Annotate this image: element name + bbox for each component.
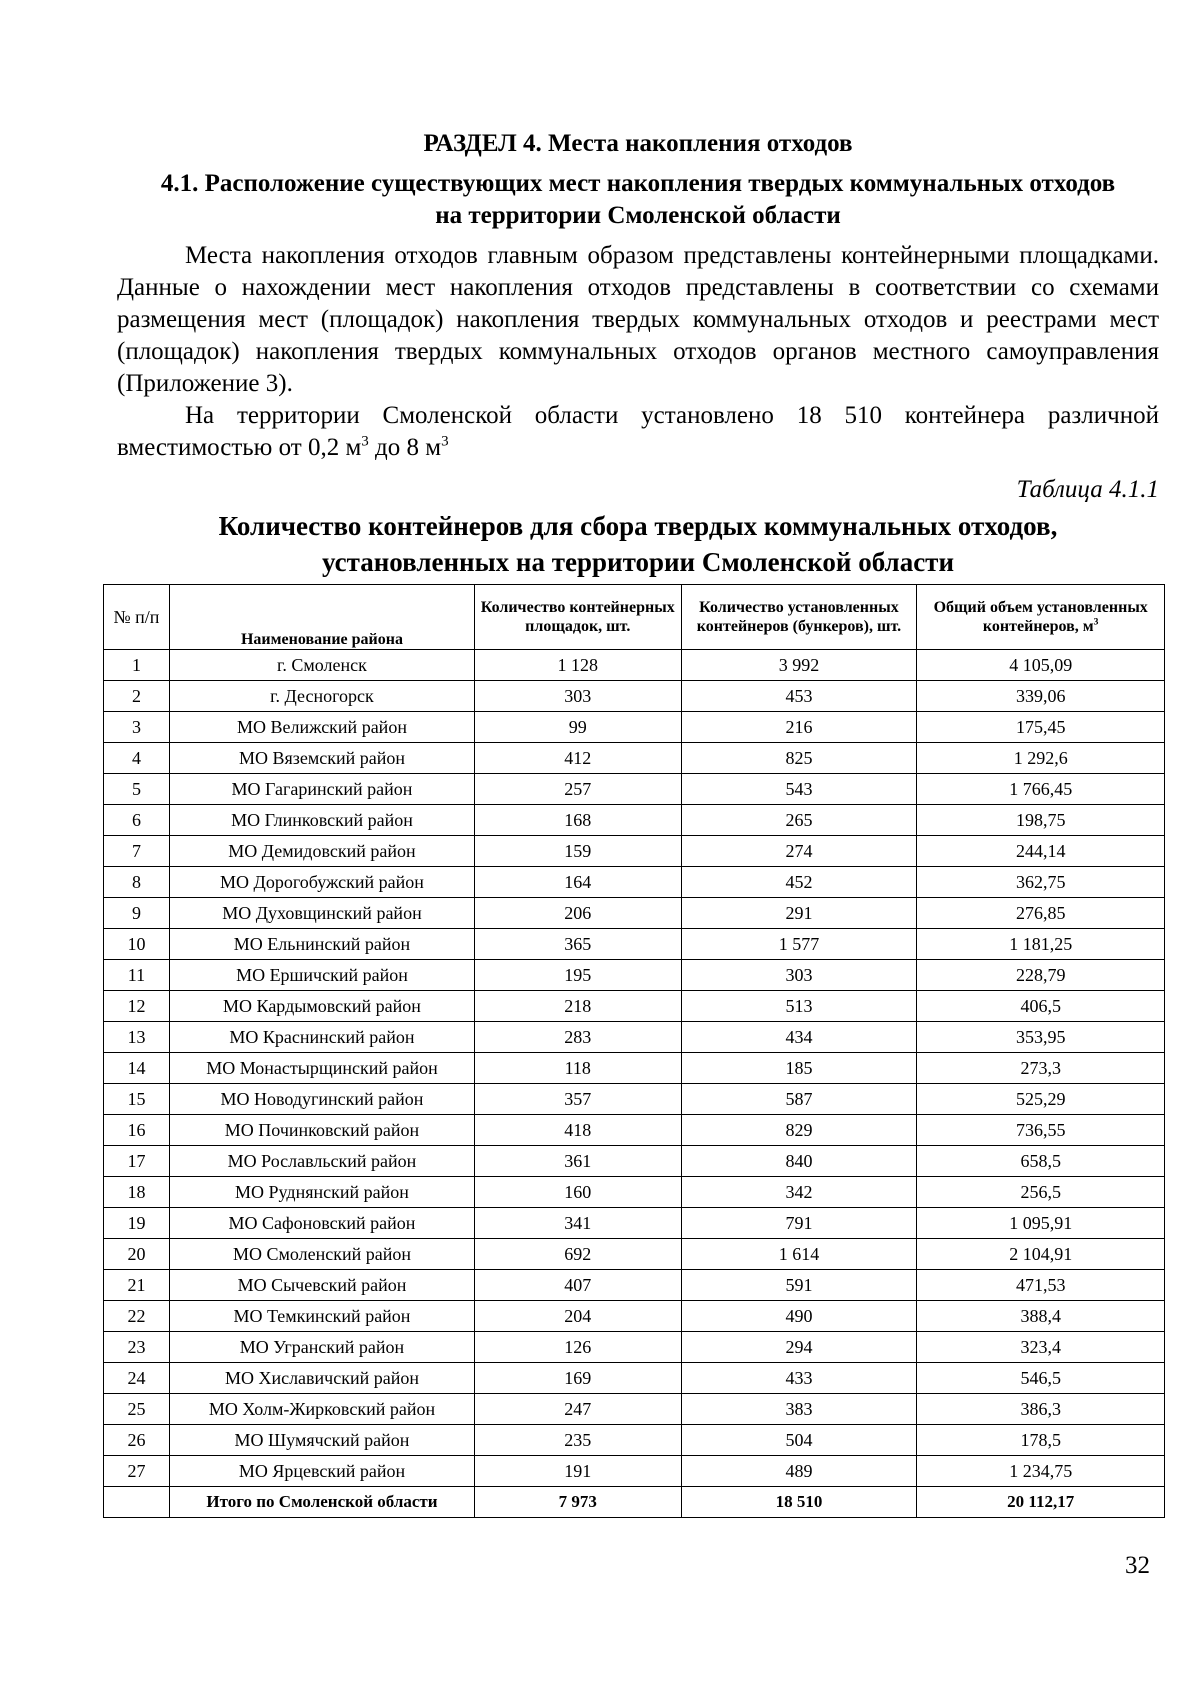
cell-containers: 291 [681, 898, 917, 929]
cell-district: МО Сычевский район [169, 1270, 474, 1301]
cell-sites: 204 [474, 1301, 681, 1332]
cell-containers: 383 [681, 1394, 917, 1425]
cell-volume: 386,3 [917, 1394, 1165, 1425]
cell-volume: 228,79 [917, 960, 1165, 991]
cell-volume: 323,4 [917, 1332, 1165, 1363]
cell-sites: 692 [474, 1239, 681, 1270]
cell-sites: 247 [474, 1394, 681, 1425]
cell-volume: 1 181,25 [917, 929, 1165, 960]
table-row [104, 1332, 1165, 1363]
cell-district: МО Духовщинский район [169, 898, 474, 929]
cell-containers: 1 614 [681, 1239, 917, 1270]
table-row [104, 743, 1165, 774]
cell-sites: 365 [474, 929, 681, 960]
cell-district: МО Смоленский район [169, 1239, 474, 1270]
document-page [113, 130, 1159, 1518]
cell-district: МО Сафоновский район [169, 1208, 474, 1239]
cell-volume: 1 292,6 [917, 743, 1165, 774]
cell-no: 18 [104, 1177, 170, 1208]
cell-district: МО Угранский район [169, 1332, 474, 1363]
cell-district: МО Глинковский район [169, 805, 474, 836]
table-row [104, 836, 1165, 867]
table-row [104, 991, 1165, 1022]
cell-no: 25 [104, 1394, 170, 1425]
cell-volume: 244,14 [917, 836, 1165, 867]
cell-district: МО Холм-Жирковский район [169, 1394, 474, 1425]
cell-district: МО Гагаринский район [169, 774, 474, 805]
cell-sites: 257 [474, 774, 681, 805]
cell-volume: 256,5 [917, 1177, 1165, 1208]
cell-volume: 362,75 [917, 867, 1165, 898]
cell-containers: 185 [681, 1053, 917, 1084]
cell-no: 8 [104, 867, 170, 898]
cell-containers: 434 [681, 1022, 917, 1053]
cell-sites: 357 [474, 1084, 681, 1115]
cell-sites: 159 [474, 836, 681, 867]
table-row [104, 1363, 1165, 1394]
subsection-title-line2: на территории Смоленской области [435, 202, 841, 229]
table-title [117, 508, 1159, 580]
paragraph-2-prefix: На территории Смоленской области установлено 18 510 контейнера различной вместимостью от 0,2 м [117, 402, 1159, 461]
cell-sites: 126 [474, 1332, 681, 1363]
cell-sites: 303 [474, 681, 681, 712]
table-row [104, 1301, 1165, 1332]
cell-district: МО Кардымовский район [169, 991, 474, 1022]
cell-containers: 216 [681, 712, 917, 743]
cell-no: 7 [104, 836, 170, 867]
cell-volume: 1 234,75 [917, 1456, 1165, 1487]
subsection-title-line1: 4.1. Расположение существующих мест накопления твердых коммунальных отходов [160, 170, 1116, 197]
table-row [104, 1115, 1165, 1146]
cell-no: 10 [104, 929, 170, 960]
cell-district: МО Рославльский район [169, 1146, 474, 1177]
cell-sites: 1 128 [474, 650, 681, 681]
header-volume [917, 585, 1165, 650]
cell-containers: 825 [681, 743, 917, 774]
subsection-title [117, 168, 1159, 232]
cell-volume: 471,53 [917, 1270, 1165, 1301]
table-row [104, 681, 1165, 712]
header-name: Наименование района [169, 585, 474, 650]
cell-district: МО Хиславичский район [169, 1363, 474, 1394]
cell-district: МО Темкинский район [169, 1301, 474, 1332]
table-row [104, 1177, 1165, 1208]
cell-sites: 160 [474, 1177, 681, 1208]
cell-volume: 175,45 [917, 712, 1165, 743]
cell-sites: 195 [474, 960, 681, 991]
header-containers: Количество установленных контейнеров (бункеров), шт. [681, 585, 917, 650]
cell-containers: 504 [681, 1425, 917, 1456]
cell-volume: 546,5 [917, 1363, 1165, 1394]
cell-containers: 591 [681, 1270, 917, 1301]
cell-volume: 2 104,91 [917, 1239, 1165, 1270]
cell-containers: 513 [681, 991, 917, 1022]
cell-containers: 1 577 [681, 929, 917, 960]
cell-sites: 99 [474, 712, 681, 743]
cell-sites: 168 [474, 805, 681, 836]
cell-no: 3 [104, 712, 170, 743]
cell-volume: 276,85 [917, 898, 1165, 929]
cell-containers: 274 [681, 836, 917, 867]
table-row [104, 805, 1165, 836]
total-cell-volume: 20 112,17 [917, 1487, 1165, 1518]
paragraph-1: Места накопления отходов главным образом представлены контейнерными площадками. Данные о нахождении мест накопления отходов представлены в соответствии со схемами размещения мест (площадок) накопления твердых коммунальных отходов и реестрами мест (площадок) накопления твердых коммунальных отходов органов местного самоуправления (Приложение 3). [117, 242, 1159, 397]
paragraph-2 [117, 400, 1159, 464]
cell-volume: 736,55 [917, 1115, 1165, 1146]
cell-sites: 283 [474, 1022, 681, 1053]
section-title: РАЗДЕЛ 4. Места накопления отходов [423, 130, 853, 157]
cell-volume: 406,5 [917, 991, 1165, 1022]
table-row [104, 960, 1165, 991]
cell-sites: 191 [474, 1456, 681, 1487]
table-header-row [104, 585, 1165, 650]
cell-volume: 4 105,09 [917, 650, 1165, 681]
cell-no: 24 [104, 1363, 170, 1394]
cell-containers: 587 [681, 1084, 917, 1115]
table-row [104, 898, 1165, 929]
cell-no: 23 [104, 1332, 170, 1363]
cell-no: 26 [104, 1425, 170, 1456]
cell-containers: 294 [681, 1332, 917, 1363]
cell-no: 20 [104, 1239, 170, 1270]
cell-sites: 341 [474, 1208, 681, 1239]
header-sites: Количество контейнерных площадок, шт. [474, 585, 681, 650]
total-cell-district: Итого по Смоленской области [169, 1487, 474, 1518]
paragraph-2-sup2: 3 [441, 433, 449, 450]
cell-no: 17 [104, 1146, 170, 1177]
cell-containers: 3 992 [681, 650, 917, 681]
cell-containers: 453 [681, 681, 917, 712]
cell-district: МО Монастырщинский район [169, 1053, 474, 1084]
cell-no: 22 [104, 1301, 170, 1332]
cell-volume: 525,29 [917, 1084, 1165, 1115]
cell-district: МО Велижский район [169, 712, 474, 743]
table-row [104, 1084, 1165, 1115]
cell-district: МО Вяземский район [169, 743, 474, 774]
cell-volume: 1 766,45 [917, 774, 1165, 805]
cell-no: 27 [104, 1456, 170, 1487]
cell-district: МО Ярцевский район [169, 1456, 474, 1487]
cell-no: 21 [104, 1270, 170, 1301]
cell-no: 12 [104, 991, 170, 1022]
cell-district: МО Демидовский район [169, 836, 474, 867]
containers-table [103, 584, 1165, 1518]
table-row [104, 1425, 1165, 1456]
table-row [104, 1270, 1165, 1301]
total-cell-containers: 18 510 [681, 1487, 917, 1518]
cell-district: МО Краснинский район [169, 1022, 474, 1053]
cell-volume: 388,4 [917, 1301, 1165, 1332]
cell-sites: 206 [474, 898, 681, 929]
cell-district: МО Ельнинский район [169, 929, 474, 960]
table-title-line1: Количество контейнеров для сбора твердых коммунальных отходов, [218, 511, 1058, 541]
cell-no: 16 [104, 1115, 170, 1146]
cell-no: 6 [104, 805, 170, 836]
table-title-line2: установленных на территории Смоленской области [322, 547, 954, 577]
cell-district: МО Ершичский район [169, 960, 474, 991]
cell-district: МО Руднянский район [169, 1177, 474, 1208]
cell-containers: 490 [681, 1301, 917, 1332]
cell-no: 15 [104, 1084, 170, 1115]
cell-volume: 198,75 [917, 805, 1165, 836]
table-row [104, 867, 1165, 898]
cell-no: 19 [104, 1208, 170, 1239]
cell-containers: 433 [681, 1363, 917, 1394]
cell-district: г. Смоленск [169, 650, 474, 681]
cell-volume: 658,5 [917, 1146, 1165, 1177]
cell-no: 11 [104, 960, 170, 991]
cell-containers: 791 [681, 1208, 917, 1239]
table-row [104, 929, 1165, 960]
cell-sites: 407 [474, 1270, 681, 1301]
cell-district: МО Починковский район [169, 1115, 474, 1146]
cell-district: МО Дорогобужский район [169, 867, 474, 898]
paragraph-2-sup1: 3 [361, 433, 369, 450]
cell-volume: 353,95 [917, 1022, 1165, 1053]
cell-no: 2 [104, 681, 170, 712]
total-cell-no [104, 1487, 170, 1518]
cell-no: 14 [104, 1053, 170, 1084]
table-row [104, 1053, 1165, 1084]
cell-volume: 1 095,91 [917, 1208, 1165, 1239]
cell-sites: 361 [474, 1146, 681, 1177]
cell-no: 4 [104, 743, 170, 774]
cell-district: г. Десногорск [169, 681, 474, 712]
table-row [104, 1146, 1165, 1177]
cell-containers: 829 [681, 1115, 917, 1146]
total-cell-sites: 7 973 [474, 1487, 681, 1518]
cell-containers: 489 [681, 1456, 917, 1487]
cell-no: 5 [104, 774, 170, 805]
cell-sites: 218 [474, 991, 681, 1022]
header-volume-sup: 3 [1093, 616, 1099, 628]
table-body [104, 650, 1165, 1518]
table-row [104, 1394, 1165, 1425]
cell-district: МО Шумячский район [169, 1425, 474, 1456]
cell-sites: 418 [474, 1115, 681, 1146]
cell-no: 13 [104, 1022, 170, 1053]
cell-containers: 543 [681, 774, 917, 805]
table-row [104, 1456, 1165, 1487]
header-volume-text: Общий объем установленных контейнеров, м [933, 599, 1148, 635]
cell-sites: 169 [474, 1363, 681, 1394]
table-row [104, 650, 1165, 681]
table-row [104, 1208, 1165, 1239]
table-row [104, 1022, 1165, 1053]
cell-sites: 164 [474, 867, 681, 898]
cell-sites: 118 [474, 1053, 681, 1084]
cell-sites: 412 [474, 743, 681, 774]
cell-district: МО Новодугинский район [169, 1084, 474, 1115]
cell-no: 9 [104, 898, 170, 929]
table-caption: Таблица 4.1.1 [1016, 476, 1159, 503]
cell-containers: 265 [681, 805, 917, 836]
cell-no: 1 [104, 650, 170, 681]
cell-containers: 840 [681, 1146, 917, 1177]
cell-containers: 342 [681, 1177, 917, 1208]
table-total-row [104, 1487, 1165, 1518]
table-row [104, 712, 1165, 743]
cell-volume: 273,3 [917, 1053, 1165, 1084]
cell-volume: 339,06 [917, 681, 1165, 712]
cell-volume: 178,5 [917, 1425, 1165, 1456]
cell-sites: 235 [474, 1425, 681, 1456]
table-row [104, 1239, 1165, 1270]
paragraph-2-mid: до 8 м [368, 434, 442, 461]
cell-containers: 452 [681, 867, 917, 898]
table-row [104, 774, 1165, 805]
header-no: № п/п [104, 585, 170, 650]
page-number: 32 [1125, 1552, 1150, 1579]
cell-containers: 303 [681, 960, 917, 991]
